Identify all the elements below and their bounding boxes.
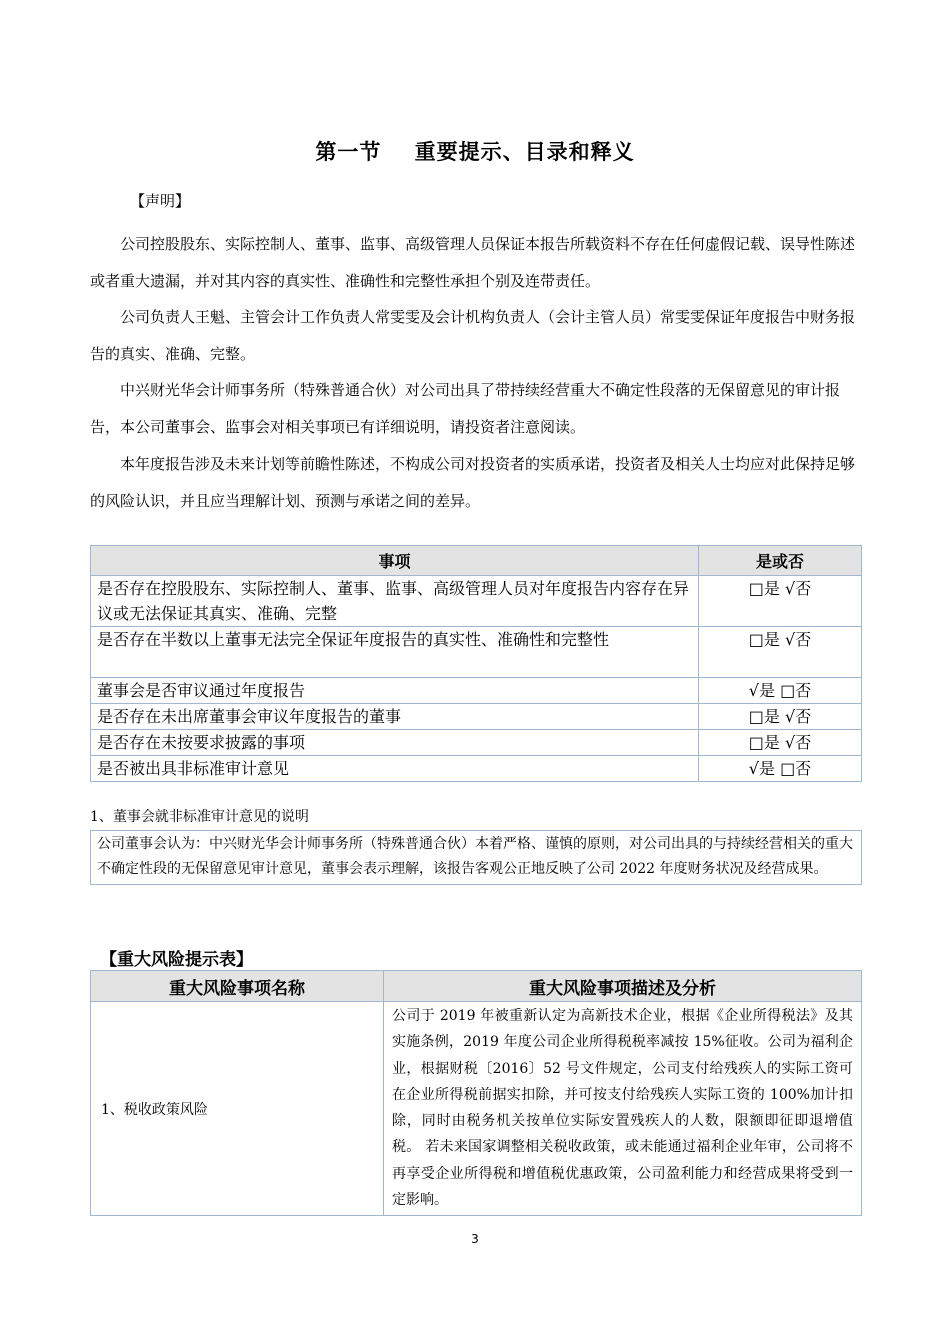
risk-description: 公司于 2019 年被重新认定为高新技术企业，根据《企业所得税法》及其实施条例，2019 年度公司企业所得税税率减按 15%征收。公司为福利企业，根据财税〔2016〕52 号文件规定，公司支付给残疾人的实际工资可在企业所得税前据实扣除，并可按支付给残疾人实际工资的 100%加计扣除，同时由税务机关按单位实际安置残疾人的人数，限额即征即退增值税。 若未来国家调整相关税收政策，或未能通过福利企业年审，公司将不再享受企业所得税和增值税优惠政策，公司盈利能力和经营成果将受到一定影响。 bbox=[384, 1002, 862, 1216]
risk-header-description: 重大风险事项描述及分析 bbox=[384, 971, 862, 1002]
matters-header-answer: 是或否 bbox=[699, 546, 862, 576]
matter-answer: □是 √否 bbox=[699, 704, 862, 730]
matter-item: 董事会是否审议通过年度报告 bbox=[91, 678, 699, 704]
paragraph-1: 公司控股股东、实际控制人、董事、监事、高级管理人员保证本报告所载资料不存在任何虚假记载、误导性陈述或者重大遗漏，并对其内容的真实性、准确性和完整性承担个别及连带责任。 bbox=[90, 235, 856, 290]
matter-item: 是否存在半数以上董事无法完全保证年度报告的真实性、准确性和完整性 bbox=[91, 627, 699, 678]
matter-item: 是否存在控股股东、实际控制人、董事、监事、高级管理人员对年度报告内容存在异议或无法保证其真实、准确、完整 bbox=[91, 576, 699, 627]
matter-answer: √是 □否 bbox=[699, 756, 862, 782]
board-note-box: 公司董事会认为：中兴财光华会计师事务所（特殊普通合伙）本着严格、谨慎的原则，对公司出具的与持续经营相关的重大不确定性段的无保留意见审计意见，董事会表示理解，该报告客观公正地反映了公司 2022 年度财务状况及经营成果。 bbox=[90, 830, 862, 885]
risk-header-name: 重大风险事项名称 bbox=[91, 971, 384, 1002]
table-row bbox=[91, 678, 862, 704]
table-row bbox=[91, 704, 862, 730]
matter-item: 是否存在未出席董事会审议年度报告的董事 bbox=[91, 704, 699, 730]
paragraph-4: 本年度报告涉及未来计划等前瞻性陈述，不构成公司对投资者的实质承诺，投资者及相关人士均应对此保持足够的风险认识，并且应当理解计划、预测与承诺之间的差异。 bbox=[90, 455, 856, 510]
matter-answer: □是 √否 bbox=[699, 627, 862, 678]
paragraph-2: 公司负责人王魁、主管会计工作负责人常雯雯及会计机构负责人（会计主管人员）常雯雯保证年度报告中财务报告的真实、准确、完整。 bbox=[90, 308, 856, 363]
matters-header-row bbox=[91, 546, 862, 576]
matter-item: 是否被出具非标准审计意见 bbox=[91, 756, 699, 782]
table-row bbox=[91, 730, 862, 756]
page-number: 3 bbox=[471, 1232, 479, 1246]
risk-table bbox=[90, 970, 862, 1216]
matters-header-item: 事项 bbox=[91, 546, 699, 576]
board-note-label: 1、董事会就非标准审计意见的说明 bbox=[90, 809, 309, 825]
matters-table bbox=[90, 545, 862, 782]
paragraph-3: 中兴财光华会计师事务所（特殊普通合伙）对公司出具了带持续经营重大不确定性段落的无保留意见的审计报告，本公司董事会、监事会对相关事项已有详细说明，请投资者注意阅读。 bbox=[90, 381, 841, 436]
table-row bbox=[91, 576, 862, 627]
matter-answer: √是 □否 bbox=[699, 678, 862, 704]
declaration-label: 【声明】 bbox=[130, 192, 191, 210]
risk-name: 1、税收政策风险 bbox=[91, 1002, 384, 1216]
risk-header-row bbox=[91, 971, 862, 1002]
matter-item: 是否存在未按要求披露的事项 bbox=[91, 730, 699, 756]
page-title: 第一节 重要提示、目录和释义 bbox=[315, 140, 635, 164]
table-row bbox=[91, 756, 862, 782]
table-row bbox=[91, 1002, 862, 1216]
risk-section-title: 【重大风险提示表】 bbox=[100, 950, 253, 970]
matter-answer: □是 √否 bbox=[699, 576, 862, 627]
matter-answer: □是 √否 bbox=[699, 730, 862, 756]
table-row bbox=[91, 627, 862, 678]
